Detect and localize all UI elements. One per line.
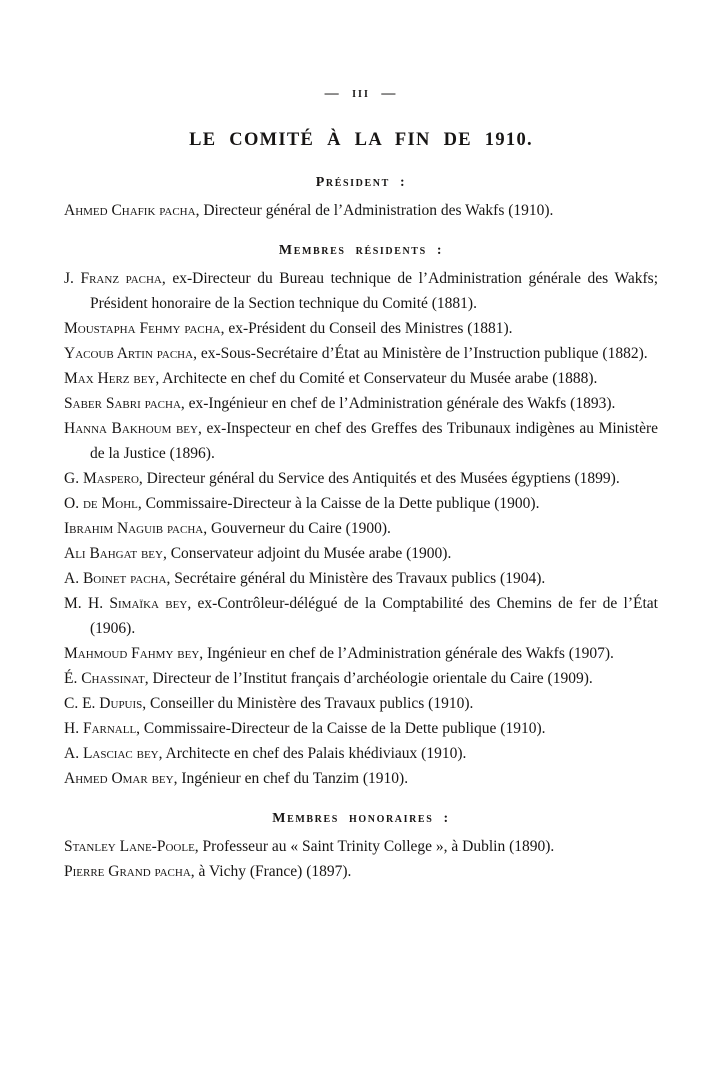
member-name: Yacoub Artin pacha bbox=[64, 345, 194, 362]
member-name: Max Herz bey bbox=[64, 370, 156, 387]
section-heading-president: Président : bbox=[315, 175, 407, 190]
member-entry bbox=[64, 834, 658, 859]
member-entry bbox=[64, 716, 658, 741]
member-entry bbox=[64, 641, 658, 666]
member-name: A. Boinet pacha bbox=[64, 570, 167, 587]
member-desc: , Directeur général du Service des Antiquités et des Musées égyptiens (1899). bbox=[138, 470, 620, 487]
page-number: — iii — bbox=[324, 86, 398, 101]
member-entry bbox=[64, 266, 658, 316]
member-desc: , ex-Inspecteur en chef des Greffes des Tribunaux indigènes au Ministère de la Justice (1896). bbox=[90, 420, 659, 462]
member-desc: , Conservateur adjoint du Musée arabe (1900). bbox=[162, 545, 452, 562]
member-entry bbox=[64, 666, 658, 691]
member-name: Saber Sabri pacha bbox=[64, 395, 181, 412]
member-desc: , Directeur de l’Institut français d’archéologie orientale du Caire (1909). bbox=[144, 670, 593, 687]
member-name: O. de Mohl bbox=[64, 495, 138, 512]
member-entry bbox=[64, 541, 658, 566]
member-name: Pierre Grand pacha bbox=[64, 863, 191, 880]
member-entry bbox=[64, 491, 658, 516]
member-name: A. Lasciac bey bbox=[64, 745, 159, 762]
member-entry bbox=[64, 466, 658, 491]
member-entry bbox=[64, 691, 658, 716]
member-name: Stanley Lane-Poole bbox=[64, 838, 195, 855]
member-name: Ahmed Chafik pacha bbox=[64, 202, 196, 219]
member-name: Ali Bahgat bey bbox=[64, 545, 163, 562]
member-name: J. Franz pacha bbox=[64, 270, 162, 287]
member-entry bbox=[64, 341, 658, 366]
member-entry bbox=[64, 566, 658, 591]
member-entry bbox=[64, 766, 658, 791]
member-desc: , ex-Sous-Secrétaire d’État au Ministère de l’Instruction publique (1882). bbox=[193, 345, 648, 362]
member-desc: , Ingénieur en chef de l’Administration générale des Wakfs (1907). bbox=[199, 645, 614, 662]
member-desc: , Directeur général de l’Administration des Wakfs (1910). bbox=[195, 202, 554, 219]
member-desc: , Professeur au « Saint Trinity College », à Dublin (1890). bbox=[194, 838, 555, 855]
member-name: É. Chassinat bbox=[64, 670, 145, 687]
member-name: M. H. Simaïka bey bbox=[64, 595, 188, 612]
section-heading-residents: Membres résidents : bbox=[278, 243, 444, 258]
member-desc: , ex-Président du Conseil des Ministres (1881). bbox=[220, 320, 513, 337]
member-desc: , ex-Ingénieur en chef de l’Administration générale des Wakfs (1893). bbox=[180, 395, 616, 412]
member-desc: , ex-Contrôleur-délégué de la Comptabilité des Chemins de fer de l’État (1906). bbox=[90, 595, 658, 637]
member-desc: , Conseiller du Ministère des Travaux publics (1910). bbox=[142, 695, 474, 712]
member-desc: , Architecte en chef des Palais khédiviaux (1910). bbox=[158, 745, 467, 762]
member-entry bbox=[64, 859, 658, 884]
member-entry bbox=[64, 366, 658, 391]
honoraires-section bbox=[64, 834, 658, 884]
section-heading-honoraires: Membres honoraires : bbox=[272, 811, 450, 826]
member-name: G. Maspero bbox=[64, 470, 139, 487]
member-entry bbox=[64, 316, 658, 341]
residents-section bbox=[64, 266, 658, 791]
member-name: Ahmed Omar bey bbox=[64, 770, 174, 787]
member-desc: , Architecte en chef du Comité et Conservateur du Musée arabe (1888). bbox=[155, 370, 598, 387]
member-name: Mahmoud Fahmy bey bbox=[64, 645, 200, 662]
member-entry bbox=[64, 516, 658, 541]
member-entry bbox=[64, 591, 658, 641]
member-desc: , Commissaire-Directeur à la Caisse de la Dette publique (1900). bbox=[137, 495, 540, 512]
page-title: LE COMITÉ À LA FIN DE 1910. bbox=[189, 130, 533, 150]
member-desc: , Commissaire-Directeur de la Caisse de la Dette publique (1910). bbox=[136, 720, 546, 737]
member-name: C. E. Dupuis bbox=[64, 695, 143, 712]
member-entry bbox=[64, 741, 658, 766]
member-name: H. Farnall bbox=[64, 720, 137, 737]
member-name: Hanna Bakhoum bey bbox=[64, 420, 198, 437]
member-desc: , Ingénieur en chef du Tanzim (1910). bbox=[173, 770, 409, 787]
member-desc: , à Vichy (France) (1897). bbox=[190, 863, 352, 880]
member-name: Moustapha Fehmy pacha bbox=[64, 320, 221, 337]
member-desc: , Secrétaire général du Ministère des Travaux publics (1904). bbox=[166, 570, 546, 587]
president-section bbox=[64, 198, 658, 223]
member-desc: , ex-Directeur du Bureau technique de l’Administration générale des Wakfs; Président honoraire de la Section technique du Comité (1881). bbox=[90, 270, 659, 312]
member-entry bbox=[64, 198, 658, 223]
member-desc: , Gouverneur du Caire (1900). bbox=[203, 520, 391, 537]
member-name: Ibrahim Naguib pacha bbox=[64, 520, 204, 537]
member-entry bbox=[64, 391, 658, 416]
member-entry bbox=[64, 416, 658, 466]
